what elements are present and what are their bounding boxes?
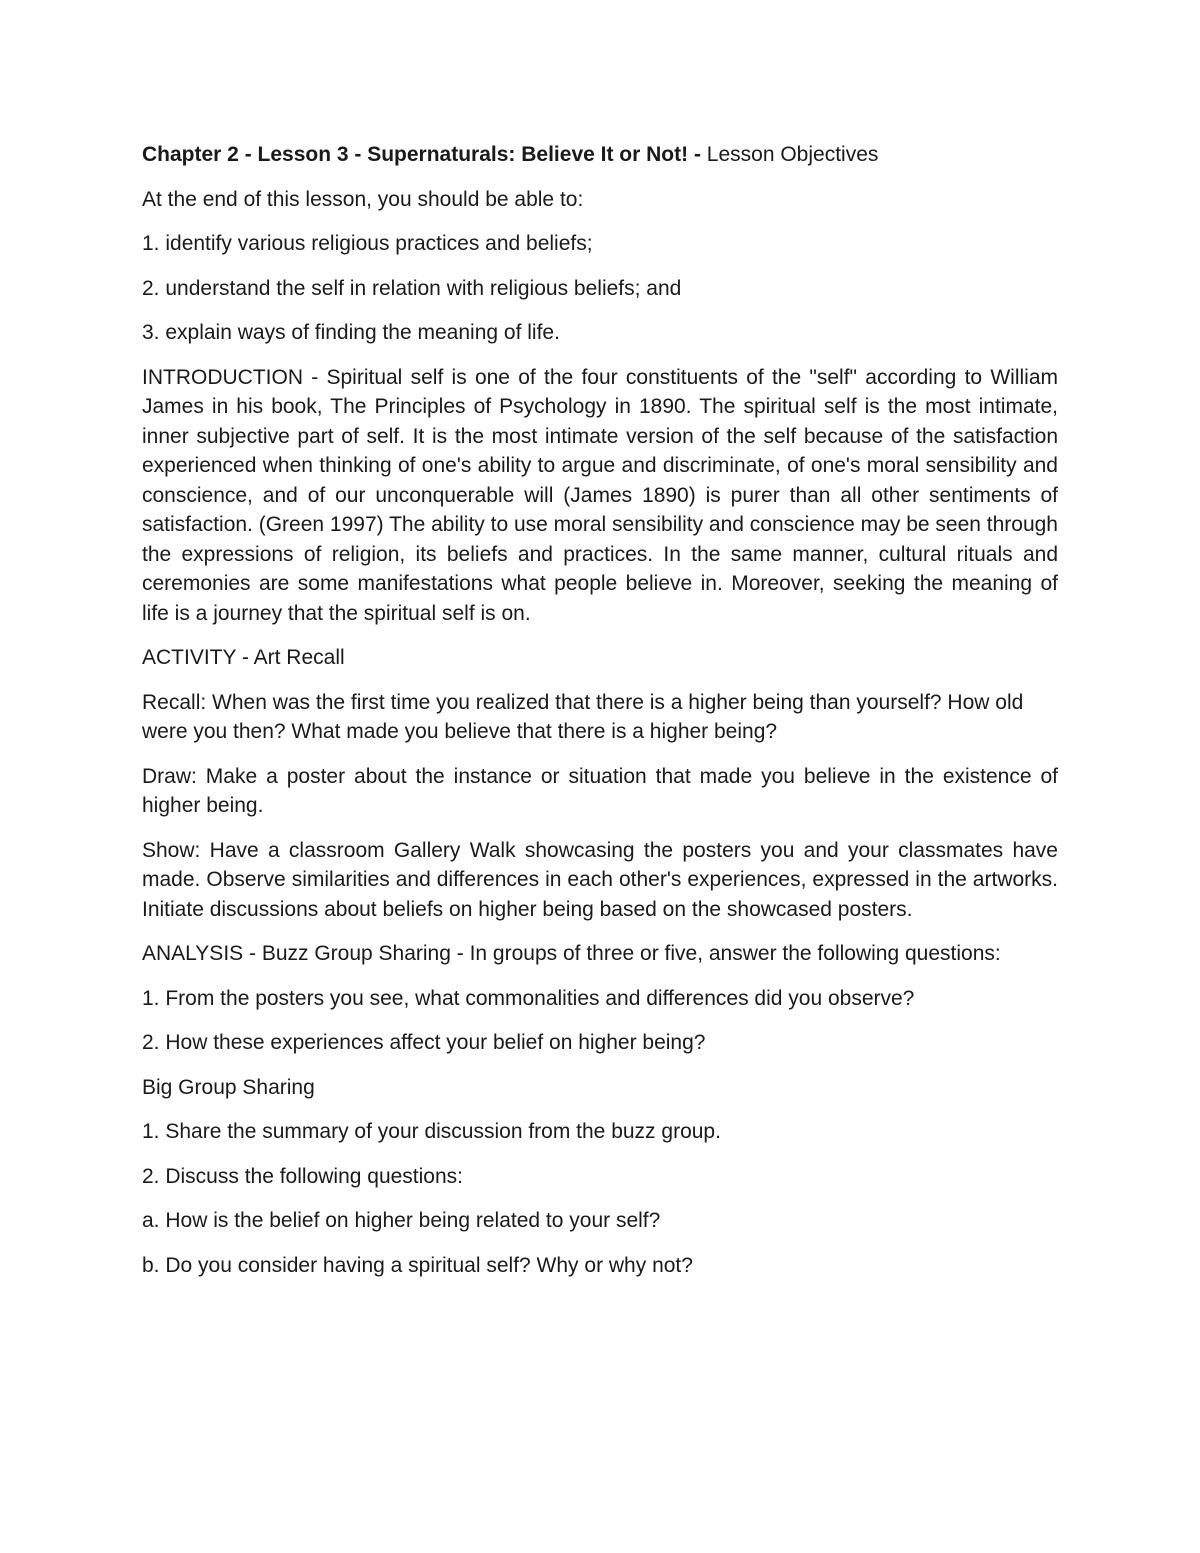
- big-group-item-2: 2. Discuss the following questions:: [142, 1164, 463, 1188]
- activity-recall: Recall: When was the first time you realized that there is a higher being than yourself? How old were you then? What made you believe that there is a higher being?: [142, 690, 1024, 743]
- lesson-heading-normal: Lesson Objectives: [700, 143, 879, 166]
- analysis-item-1: 1. From the posters you see, what commonalities and differences did you observe?: [142, 986, 915, 1010]
- activity-show: Show: Have a classroom Gallery Walk showcasing the posters you and your classmates have made. Observe similarities and differences in each other's experiences, expressed in the artworks. Initiate discussions about beliefs on higher being based on the showcased posters.: [142, 838, 1058, 921]
- lesson-heading-bold: Chapter 2 - Lesson 3 - Supernaturals: Believe It or Not! -: [142, 143, 701, 166]
- objective-item-3: 3. explain ways of finding the meaning of life.: [142, 321, 560, 344]
- document-page: [142, 140, 1058, 1295]
- introduction-paragraph: INTRODUCTION - Spiritual self is one of the four constituents of the "self" according to William James in his book, The Principles of Psychology in 1890. The spiritual self is the most intimate, inner subjective part of self. It is the most intimate version of the self because of the satisfaction experienced when thinking of one's ability to argue and discriminate, of one's moral sensibility and conscience, and of our unconquerable will (James 1890) is purer than all other sentiments of satisfaction. (Green 1997) The ability to use moral sensibility and conscience may be seen through the expressions of religion, its beliefs and practices. In the same manner, cultural rituals and ceremonies are some manifestations what people believe in. Moreover, seeking the meaning of life is a journey that the spiritual self is on.: [142, 365, 1058, 625]
- big-group-item-1: 1. Share the summary of your discussion from the buzz group.: [142, 1120, 721, 1143]
- objective-item-2: 2. understand the self in relation with religious beliefs; and: [142, 276, 682, 300]
- analysis-intro: ANALYSIS - Buzz Group Sharing - In groups of three or five, answer the following questions:: [142, 942, 1001, 965]
- objectives-intro: At the end of this lesson, you should be able to:: [142, 187, 584, 211]
- analysis-item-2: 2. How these experiences affect your belief on higher being?: [142, 1031, 706, 1054]
- big-group-item-b: b. Do you consider having a spiritual self? Why or why not?: [142, 1253, 693, 1277]
- objective-item-1: 1. identify various religious practices and beliefs;: [142, 232, 593, 255]
- activity-title: ACTIVITY - Art Recall: [142, 646, 345, 669]
- lesson-heading: [142, 140, 1058, 170]
- big-group-title: Big Group Sharing: [142, 1075, 315, 1099]
- activity-draw: Draw: Make a poster about the instance or situation that made you believe in the existence of higher being.: [142, 764, 1058, 817]
- big-group-item-a: a. How is the belief on higher being related to your self?: [142, 1209, 661, 1232]
